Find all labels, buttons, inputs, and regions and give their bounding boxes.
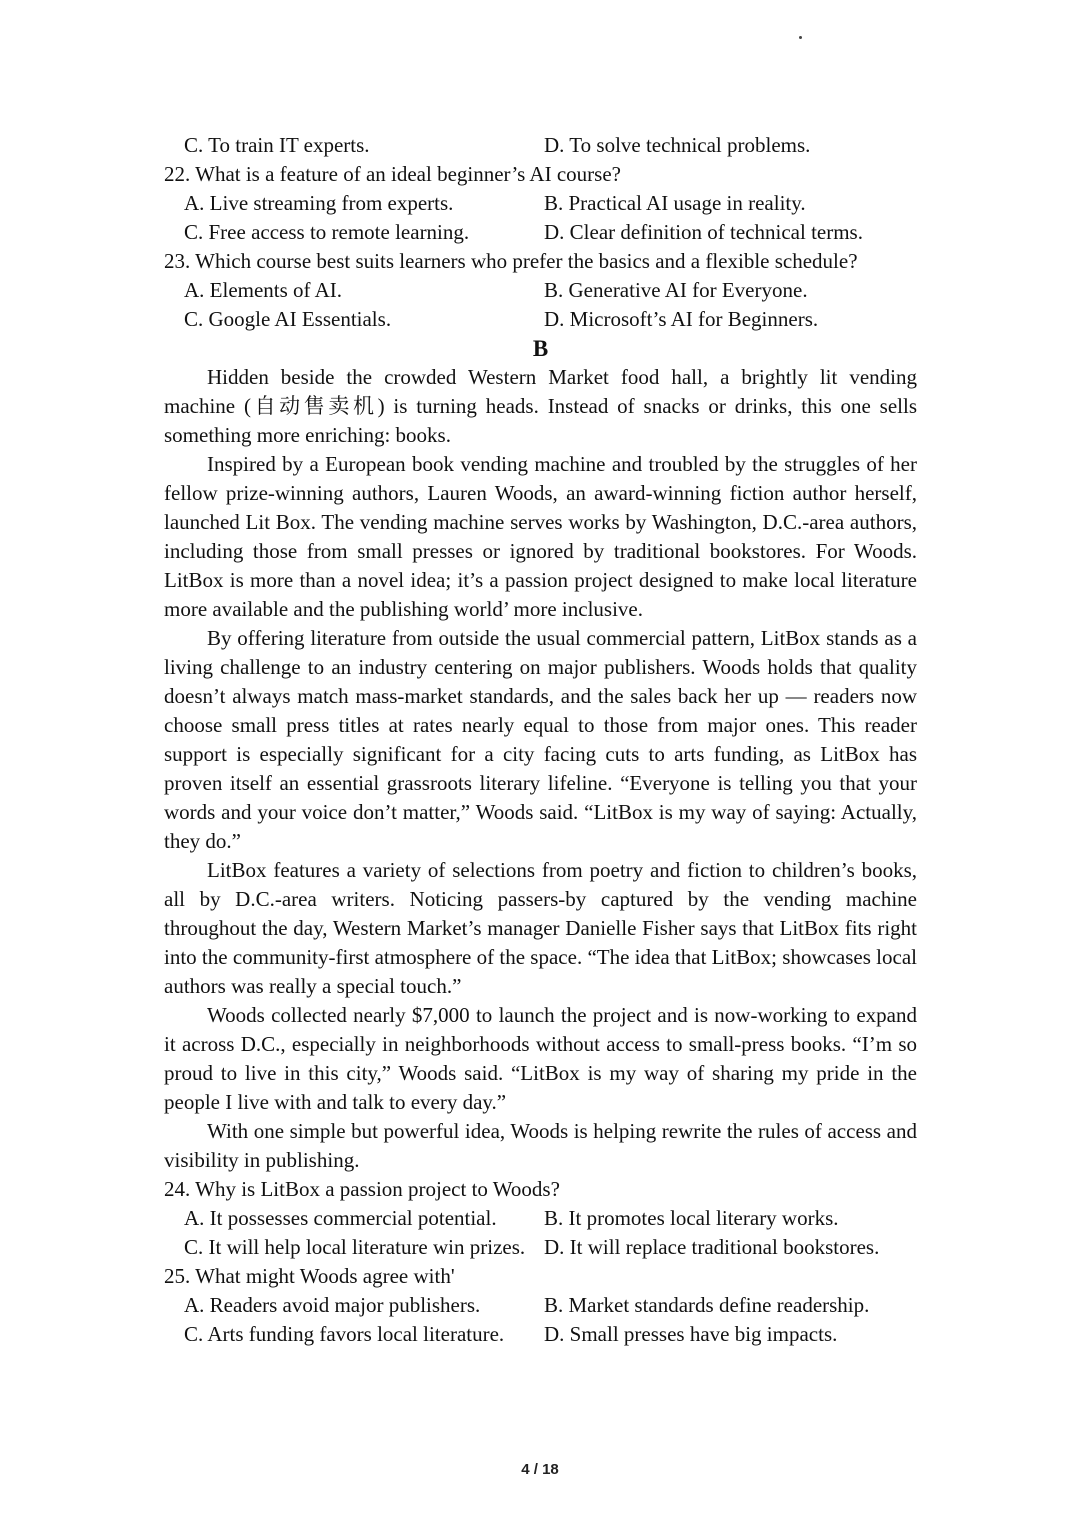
q25-options-ab xyxy=(164,1291,917,1320)
page-content xyxy=(164,131,917,1349)
passage-paragraph-2 xyxy=(164,450,917,624)
q24-option-c: C. It will help local literature win prizes. xyxy=(184,1235,526,1259)
q24-option-a: A. It possesses commercial potential. xyxy=(184,1206,497,1230)
q25-option-d: D. Small presses have big impacts. xyxy=(544,1322,838,1346)
q23-options-cd xyxy=(164,305,917,334)
q22-question: 22. What is a feature of an ideal beginner’s AI course? xyxy=(164,162,621,186)
q25-option-c: C. Arts funding favors local literature. xyxy=(184,1322,505,1346)
passage-paragraph-6-text: With one simple but powerful idea, Woods is helping rewrite the rules of access and visibility in publishing. xyxy=(164,1119,917,1172)
passage-paragraph-5-text: Woods collected nearly $7,000 to launch the project and is now-working to expand it across D.C., especially in neighborhoods without access to small-press books. “I’m so proud to live in this city,” Woods said. “LitBox is my way of sharing my pride in the people I live with and talk to every day.” xyxy=(164,1003,917,1114)
passage-paragraph-1 xyxy=(164,363,917,450)
q23-option-c: C. Google AI Essentials. xyxy=(184,307,392,331)
q23-options-ab xyxy=(164,276,917,305)
q24-options-cd xyxy=(164,1233,917,1262)
q21-option-c: C. To train IT experts. xyxy=(184,133,370,157)
q22-option-a: A. Live streaming from experts. xyxy=(184,191,454,215)
q24-question: 24. Why is LitBox a passion project to Woods? xyxy=(164,1177,560,1201)
passage-paragraph-2-text: Inspired by a European book vending machine and troubled by the struggles of her fellow prize-winning authors, Lauren Woods, an award-winning fiction author herself, launched Lit Box. The vending machine serves works by Washington, D.C.-area authors, including those from small presses or ignored by traditional bookstores. For Woods. LitBox is more than a novel idea; it’s a passion project designed to make local literature more available and the publishing world’ more inclusive. xyxy=(164,452,917,621)
q22-option-d: D. Clear definition of technical terms. xyxy=(544,220,863,244)
q22-option-c: C. Free access to remote learning. xyxy=(184,220,470,244)
passage-paragraph-4 xyxy=(164,856,917,1001)
passage-paragraph-1-text: Hidden beside the crowded Western Market food hall, a brightly lit vending machine (自动售卖机) is turning heads. Instead of snacks or drinks, this one sells something more enriching: books. xyxy=(164,365,917,447)
passage-paragraph-6 xyxy=(164,1117,917,1175)
passage-paragraph-3 xyxy=(164,624,917,856)
passage-paragraph-3-text: By offering literature from outside the usual commercial pattern, LitBox stands as a living challenge to an industry centering on major publishers. Woods holds that quality doesn’t always match mass-market standards, and the sales back her up — readers now choose small press titles at rates nearly equal to those from major ones. This reader support is especially significant for a city facing cuts to arts funding, as LitBox has proven itself an essential grassroots literary lifeline. “Everyone is telling you that your words and your voice don’t matter,” Woods said. “LitBox is my way of saying: Actually, they do.” xyxy=(164,626,917,853)
section-title: B xyxy=(532,336,549,361)
passage-paragraph-4-text: LitBox features a variety of selections from poetry and fiction to children’s books, all by D.C.-area writers. Noticing passers-by captured by the vending machine throughout the day, Western Market’s manager Danielle Fisher says that LitBox fits right into the community-first atmosphere of the space. “The idea that LitBox; showcases local authors was really a special touch.” xyxy=(164,858,917,998)
q23-option-d: D. Microsoft’s AI for Beginners. xyxy=(544,307,819,331)
q24-option-b: B. It promotes local literary works. xyxy=(544,1206,839,1230)
q22-options-ab xyxy=(164,189,917,218)
page-number: 4 / 18 xyxy=(521,1461,559,1478)
q21-option-d: D. To solve technical problems. xyxy=(544,133,811,157)
q22-options-cd xyxy=(164,218,917,247)
q23-option-b: B. Generative AI for Everyone. xyxy=(544,278,808,302)
q25-option-a: A. Readers avoid major publishers. xyxy=(184,1293,481,1317)
q23-option-a: A. Elements of AI. xyxy=(184,278,343,302)
q25-option-b: B. Market standards define readership. xyxy=(544,1293,870,1317)
q23-question: 23. Which course best suits learners who prefer the basics and a flexible schedule? xyxy=(164,249,858,273)
q24-option-d: D. It will replace traditional bookstores. xyxy=(544,1235,880,1259)
q24-options-ab xyxy=(164,1204,917,1233)
q25-options-cd xyxy=(164,1320,917,1349)
q25-question: 25. What might Woods agree with' xyxy=(164,1264,455,1288)
passage-paragraph-5 xyxy=(164,1001,917,1117)
scan-dot xyxy=(799,36,802,39)
q21-options-cd xyxy=(164,131,917,160)
q22-option-b: B. Practical AI usage in reality. xyxy=(544,191,806,215)
